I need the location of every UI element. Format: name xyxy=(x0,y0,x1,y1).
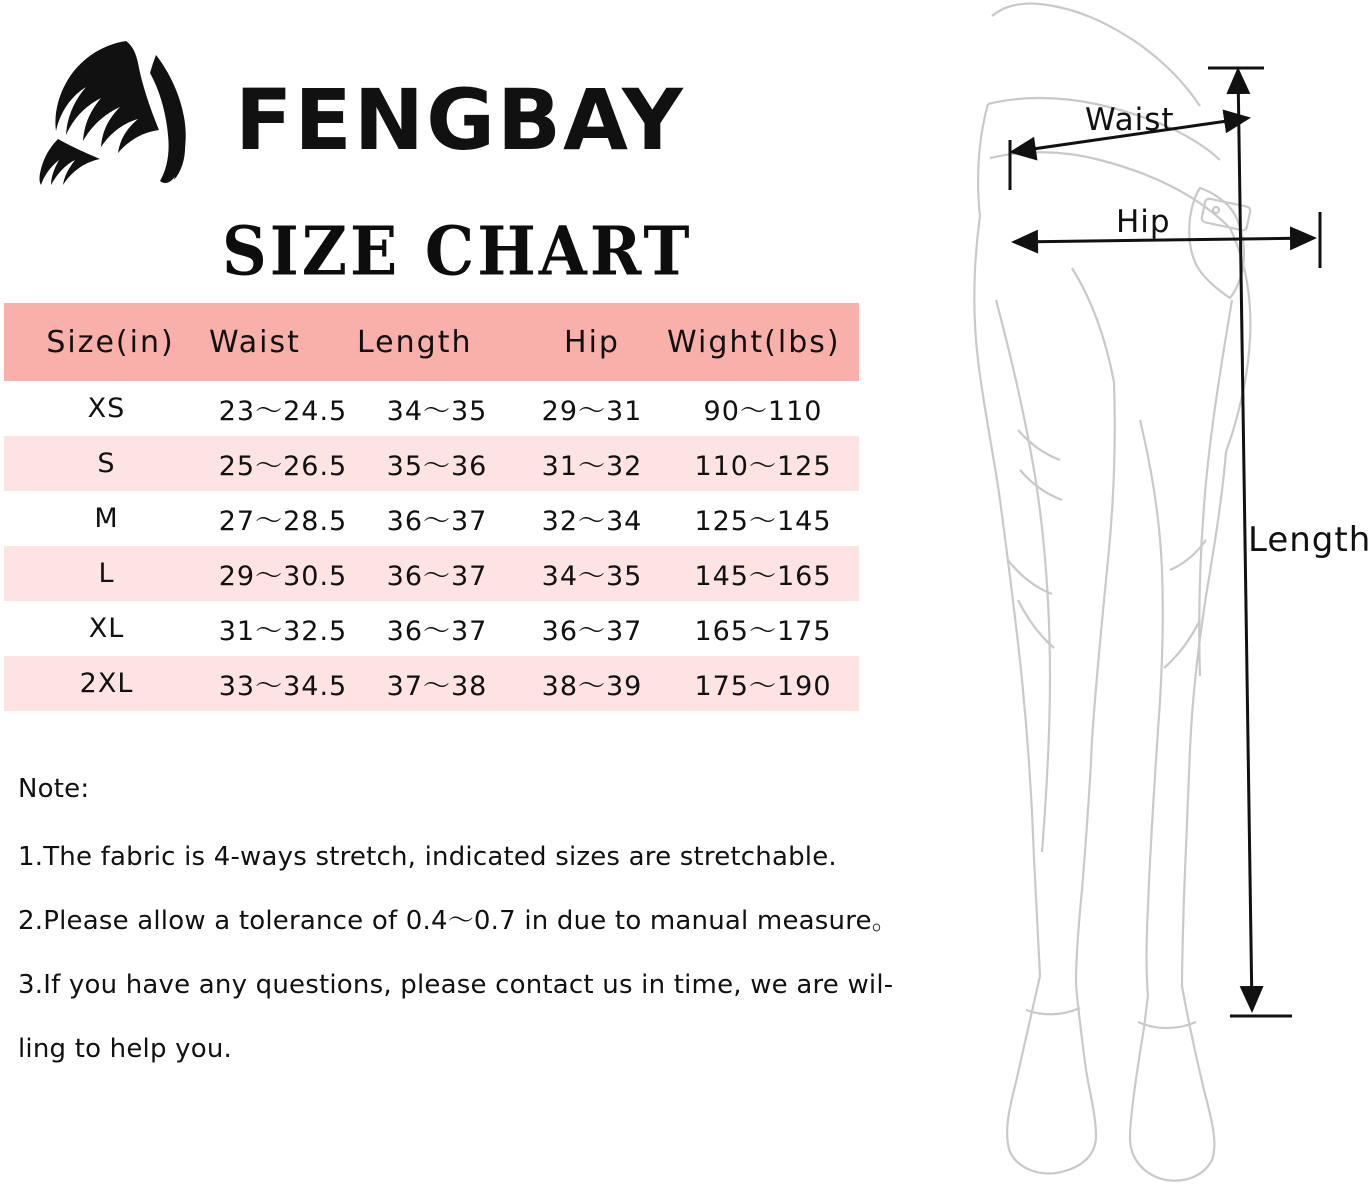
cell-hip: 34～35 xyxy=(541,561,643,592)
cell-length: 36～37 xyxy=(386,506,488,537)
table-row xyxy=(4,381,859,436)
cell-size: S xyxy=(97,448,116,479)
cell-weight: 90～110 xyxy=(703,396,823,427)
cell-waist: 25～26.5 xyxy=(218,451,348,482)
column-header-length: Length xyxy=(357,324,473,360)
table-row xyxy=(4,601,859,656)
cell-weight: 175～190 xyxy=(694,671,832,702)
cell-waist: 29～30.5 xyxy=(218,561,348,592)
hip-label: Hip xyxy=(1116,204,1171,240)
column-header-weight: Wight(lbs) xyxy=(667,324,841,360)
cell-size: XS xyxy=(87,393,126,424)
cell-hip: 32～34 xyxy=(541,506,643,537)
brand-header xyxy=(30,30,710,180)
page-title: SIZE CHART xyxy=(222,212,693,291)
feather-leaf-logo-icon xyxy=(30,35,215,185)
model-figure-drawing xyxy=(900,0,1371,1199)
length-label: Length xyxy=(1248,520,1371,560)
cell-hip: 36～37 xyxy=(541,616,643,647)
cell-size: 2XL xyxy=(79,668,134,699)
cell-weight: 165～175 xyxy=(694,616,832,647)
cell-size: XL xyxy=(88,613,125,644)
cell-length: 36～37 xyxy=(386,616,488,647)
cell-length: 36～37 xyxy=(386,561,488,592)
notes-section xyxy=(18,776,928,1100)
cell-size: L xyxy=(98,558,115,589)
table-row xyxy=(4,436,859,491)
waist-label: Waist xyxy=(1085,102,1175,138)
cell-length: 37～38 xyxy=(386,671,488,702)
note-line-1: 1.The fabric is 4-ways stretch, indicated sizes are stretchable. xyxy=(18,842,837,872)
cell-weight: 110～125 xyxy=(694,451,832,482)
table-header-row xyxy=(4,303,859,381)
cell-length: 35～36 xyxy=(386,451,488,482)
cell-weight: 125～145 xyxy=(694,506,832,537)
cell-waist: 23～24.5 xyxy=(218,396,348,427)
notes-heading: Note: xyxy=(18,774,90,804)
note-line-4: ling to help you. xyxy=(18,1034,232,1064)
cell-hip: 31～32 xyxy=(541,451,643,482)
table-row xyxy=(4,656,859,711)
table-row xyxy=(4,491,859,546)
cell-waist: 27～28.5 xyxy=(218,506,348,537)
column-header-size: Size(in) xyxy=(46,324,175,360)
cell-waist: 33～34.5 xyxy=(218,671,348,702)
cell-hip: 38～39 xyxy=(541,671,643,702)
column-header-hip: Hip xyxy=(564,324,620,360)
size-chart-table xyxy=(4,303,859,711)
column-header-waist: Waist xyxy=(209,324,301,360)
cell-size: M xyxy=(94,503,119,534)
leggings-illustration xyxy=(900,0,1371,1199)
cell-weight: 145～165 xyxy=(694,561,832,592)
cell-length: 34～35 xyxy=(386,396,488,427)
cell-hip: 29～31 xyxy=(541,396,643,427)
note-line-2: 2.Please allow a tolerance of 0.4～0.7 in due to manual measure。 xyxy=(18,906,898,936)
cell-waist: 31～32.5 xyxy=(218,616,348,647)
table-row xyxy=(4,546,859,601)
note-line-3: 3.If you have any questions, please contact us in time, we are wil- xyxy=(18,970,894,1000)
brand-name: FENGBAY xyxy=(235,71,685,169)
